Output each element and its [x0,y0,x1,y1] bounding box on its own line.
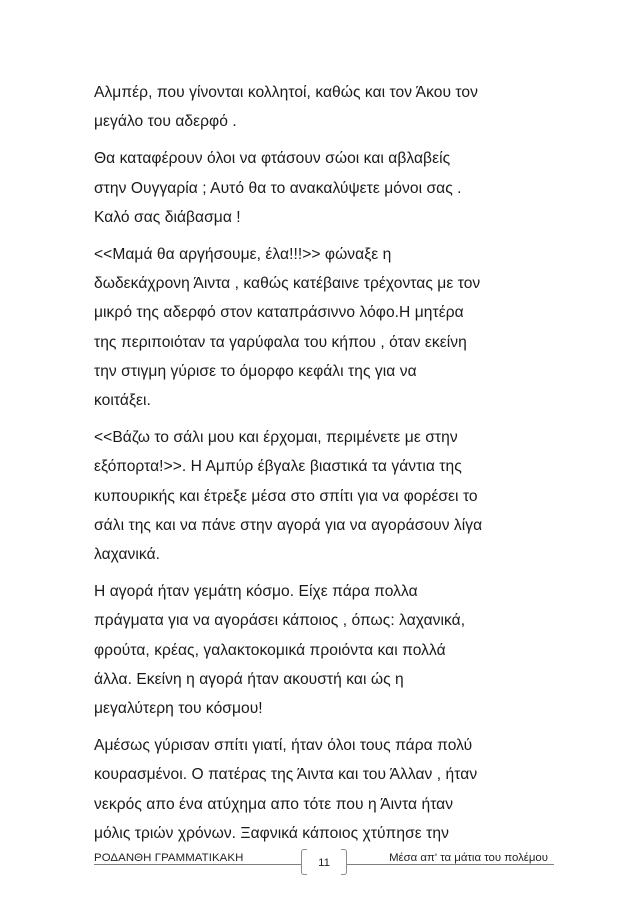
footer-book-title: Μέσα απ' τα μάτια του πολέμου [389,852,548,864]
paragraph-3: <<Μαμά θα αργήσουμε, έλα!!!>> φώναξε η δωδεκάχρονη Άιντα , καθώς κατέβαινε τρέχοντας με τον μικρό της αδερφό στον καταπράσιννο λόφο.Η μητέρα της περιποιόταν τα γαρύφαλα του κήπου , όταν εκείνη την στιγμη γύρισε το όμορφο κεφάλι της για να κοιτάξει. [94,246,481,410]
paragraph-6: Αμέσως γύρισαν σπίτι γιατί, ήταν όλοι τους πάρα πολύ κουρασμένοι. Ο πατέρας της Άιντα και του Άλλαν , ήταν νεκρός απο ένα ατύχημα απο τότε που η Άιντα ήταν μόλις τριών χρόνων. Ξαφνικά κάποιος χτύπησε την [94,737,478,842]
paragraph-4: <<Βάζω το σάλι μου και έρχομαι, περιμένετε με στην εξόπορτα!>>. Η Αμπύρ έβγαλε βιαστικά τα γάντια της κυπουρικής και έτρεξε μέσα στο σπίτι για να φορέσει το σάλι της και να πάνε στην αγορά για να αγοράσουν λίγα λαχανικά. [94,429,483,564]
paragraph-2: Θα καταφέρουν όλοι να φτάσουν σώοι και αβλαβείς στην Ουγγαρία ; Αυτό θα το ανακαλύψετε μόνοι σας . Καλό σας διάβασμα ! [94,150,462,226]
paragraph-1: Αλμπέρ, που γίνονται κολλητοί, καθώς και τον Άκου τον μεγάλο του αδερφό . [94,84,478,131]
body-text [94,78,554,856]
paragraph-5: Η αγορά ήταν γεμάτη κόσμο. Είχε πάρα πολλα πράγματα για να αγοράσει κάποιος , όπως: λαχανικά, φρούτα, κρέας, γαλακτοκομικά προιόντα και πολλά άλλα. Εκείνη η αγορά ήταν ακουστή και ώς η μεγαλύτερη του κόσμου! [94,583,466,718]
footer-author: ΡΟΔΑΝΘΗ ΓΡΑΜΜΑΤΙΚΑΚΗ [94,852,244,864]
page-number-box [301,849,347,875]
page-number: 11 [318,857,330,869]
page-footer [94,848,554,878]
